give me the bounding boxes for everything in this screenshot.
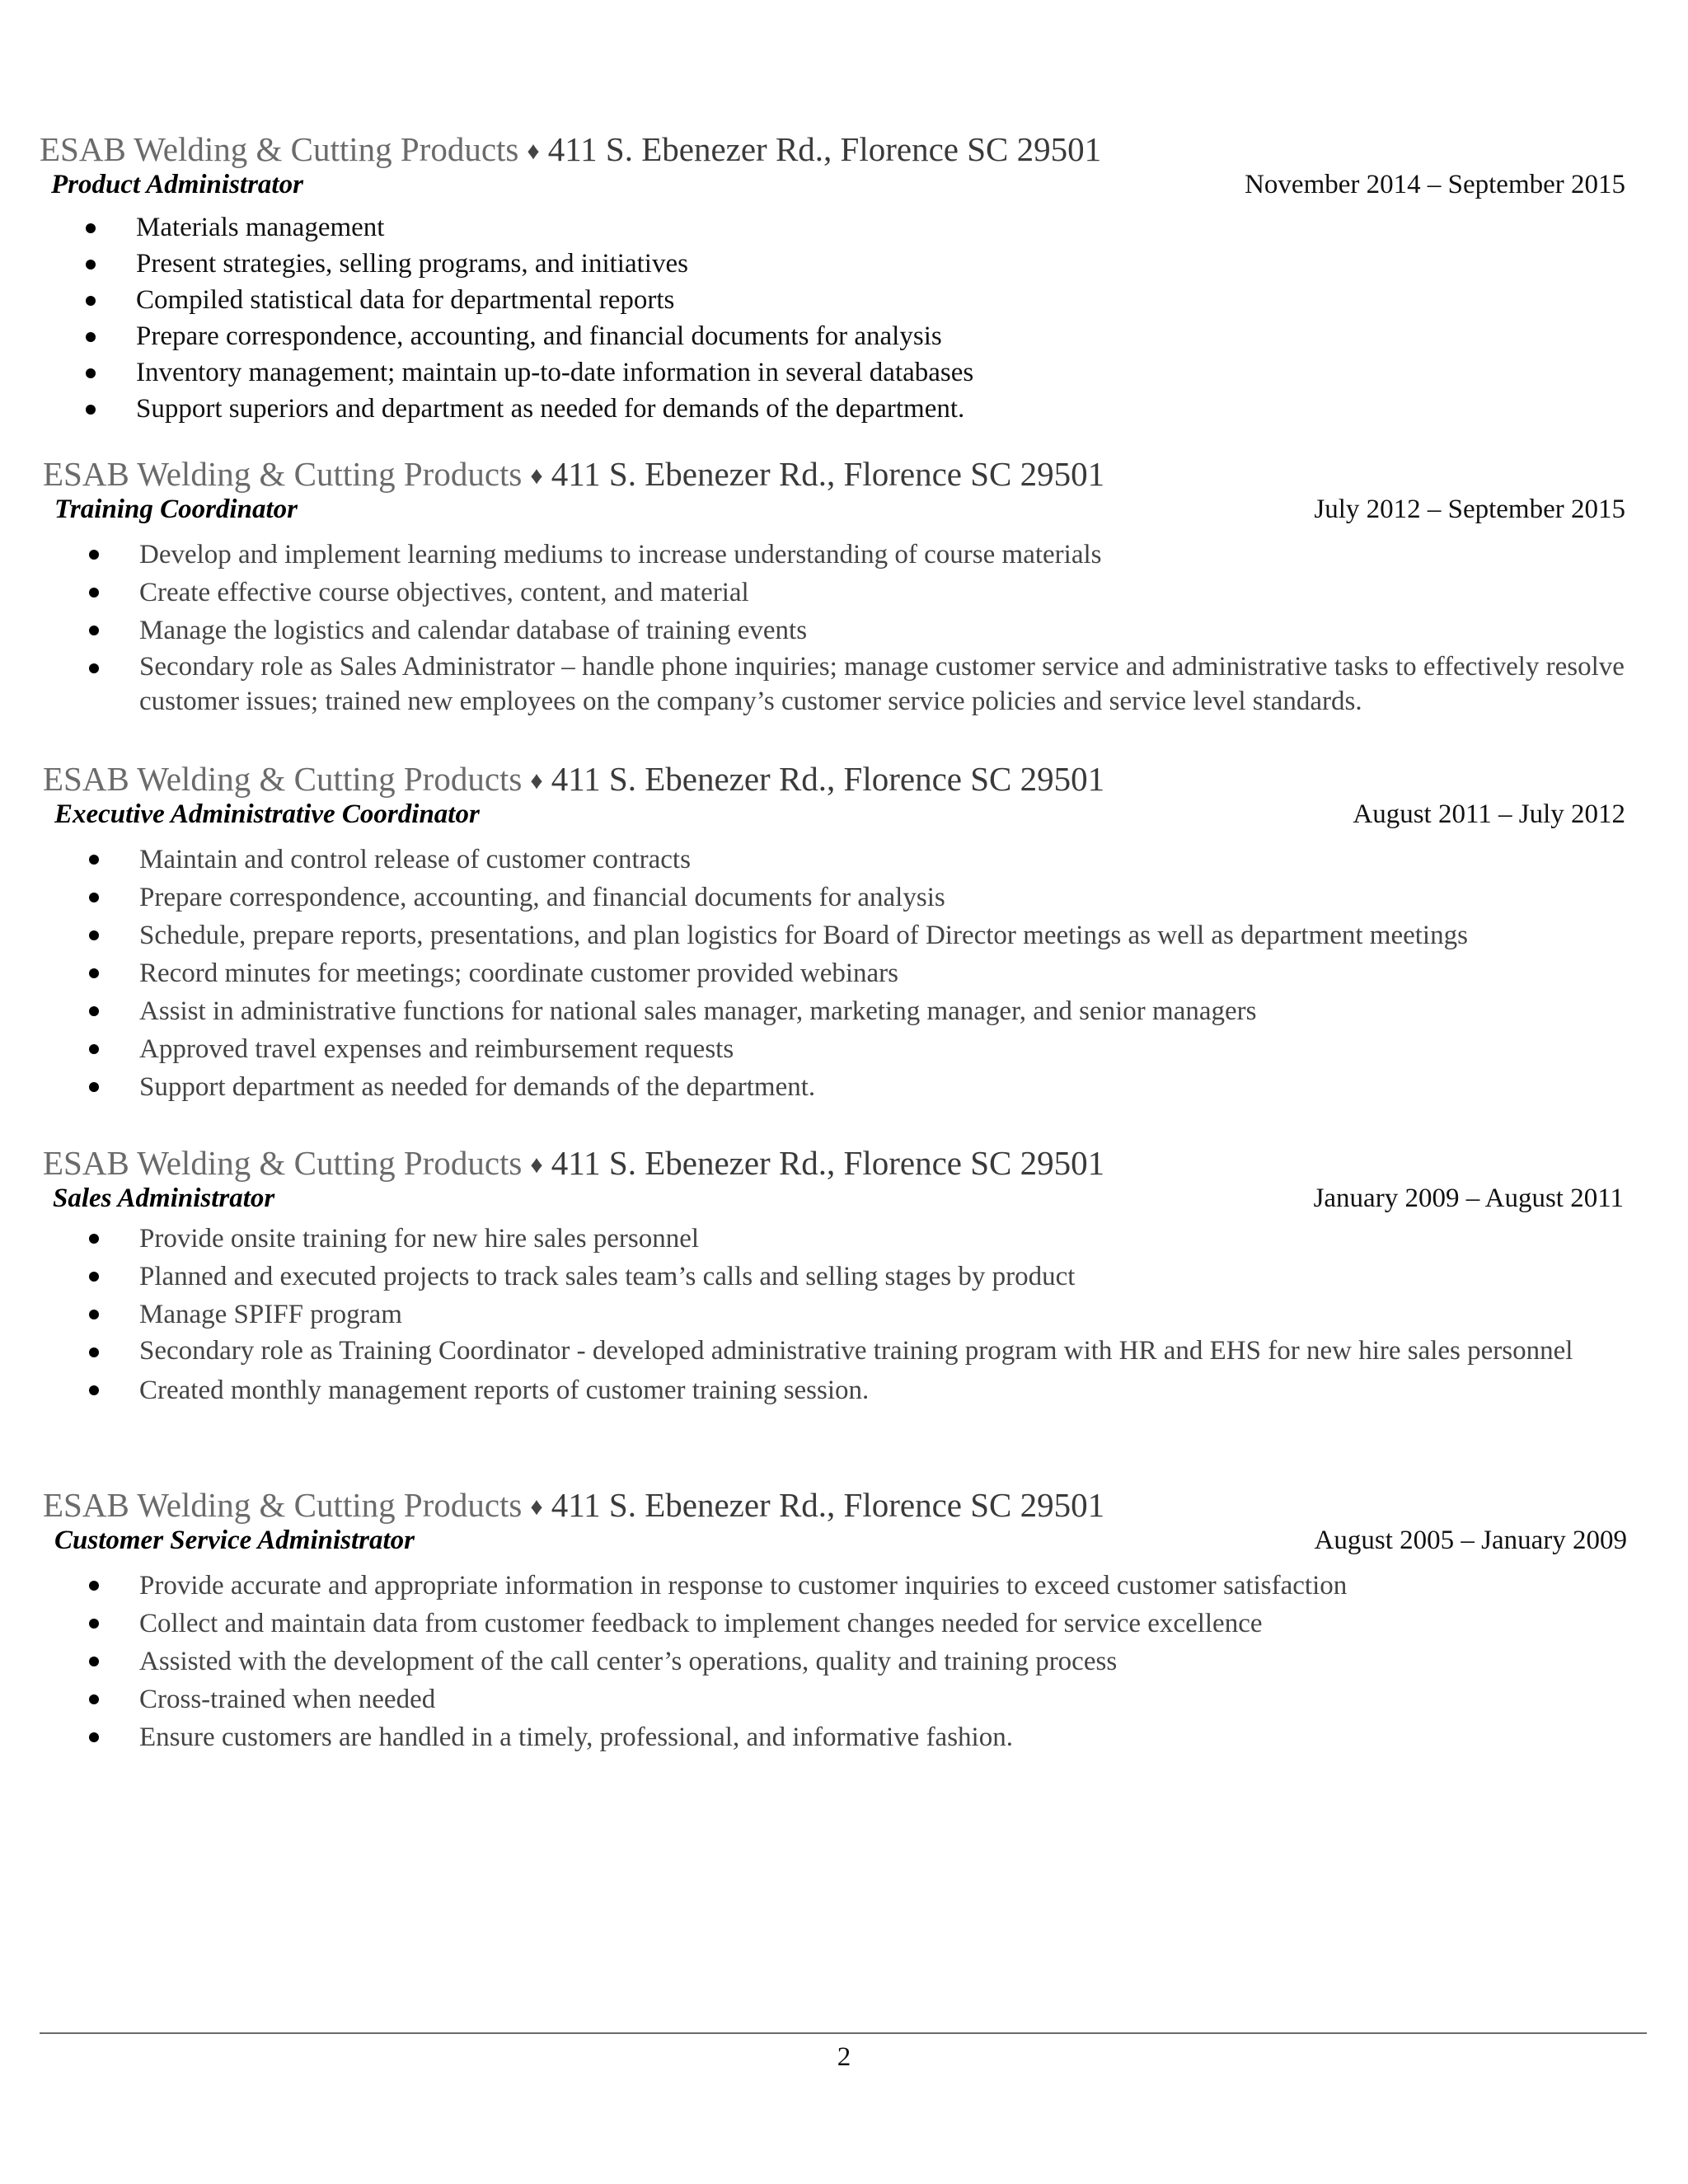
list-item: Ensure customers are handled in a timely, professional, and informative fashion.: [43, 1718, 1650, 1756]
bullet-icon: [86, 296, 96, 306]
list-item: Assisted with the development of the call center’s operations, quality and training process: [43, 1643, 1650, 1680]
list-item: Create effective course objectives, content, and material: [43, 574, 1650, 612]
bullet-icon: [89, 1234, 99, 1244]
diamond-separator-icon: ♦: [530, 1493, 543, 1521]
list-item: Maintain and control release of customer contracts: [43, 841, 1650, 879]
role-row: [40, 168, 1647, 201]
bullet-icon: [89, 1694, 99, 1704]
bullet-icon: [89, 1732, 99, 1742]
bullet-icon: [86, 332, 96, 342]
bullet-icon: [89, 1310, 99, 1319]
footer-divider: [40, 2032, 1647, 2034]
job-title: Customer Service Administrator: [54, 1526, 415, 1555]
job-dates: August 2011 – July 2012: [1353, 799, 1625, 829]
job-title: Sales Administrator: [53, 1183, 275, 1213]
company-name: ESAB Welding & Cutting Products: [43, 1144, 523, 1182]
bullet-icon: [86, 223, 96, 233]
responsibilities-list: [43, 1220, 1650, 1409]
bullet-icon: [89, 1082, 99, 1092]
responsibilities-list: [40, 209, 1647, 427]
responsibilities-list: [43, 1567, 1650, 1756]
bullet-icon: [89, 588, 99, 598]
list-item: Support superiors and department as needed for demands of the department.: [40, 391, 1647, 427]
company-line: [43, 1486, 1650, 1524]
job-entry-customer-service-administrator: [43, 1486, 1650, 1756]
list-item: Collect and maintain data from customer feedback to implement changes needed for service excellence: [43, 1605, 1650, 1643]
responsibilities-list: [43, 841, 1650, 1106]
list-item: Develop and implement learning mediums to increase understanding of course materials: [43, 536, 1650, 574]
job-title: Product Administrator: [51, 170, 303, 199]
company-address: 411 S. Ebenezer Rd., Florence SC 29501: [551, 455, 1105, 493]
diamond-separator-icon: ♦: [530, 1151, 543, 1179]
list-item: Compiled statistical data for departmental reports: [40, 282, 1647, 318]
job-entry-executive-administrative-coordinator: [43, 760, 1650, 1106]
company-address: 411 S. Ebenezer Rd., Florence SC 29501: [547, 130, 1102, 168]
diamond-separator-icon: ♦: [527, 138, 540, 165]
list-item: Present strategies, selling programs, and initiatives: [40, 246, 1647, 282]
list-item: Secondary role as Sales Administrator – handle phone inquiries; manage customer service and administrative tasks to effectively resolve customer issues; trained new employees on the company’s customer service policies and service level standards.: [43, 649, 1650, 719]
bullet-icon: [86, 368, 96, 378]
company-address: 411 S. Ebenezer Rd., Florence SC 29501: [551, 1144, 1105, 1182]
bullet-icon: [89, 930, 99, 940]
company-name: ESAB Welding & Cutting Products: [43, 455, 523, 493]
role-row: [43, 798, 1650, 831]
role-row: [43, 493, 1650, 526]
bullet-icon: [89, 1347, 99, 1357]
responsibilities-list: [43, 536, 1650, 719]
bullet-icon: [89, 1385, 99, 1395]
diamond-separator-icon: ♦: [530, 767, 543, 794]
list-item: Prepare correspondence, accounting, and financial documents for analysis: [43, 879, 1650, 916]
job-dates: January 2009 – August 2011: [1313, 1183, 1624, 1213]
job-title: Executive Administrative Coordinator: [54, 799, 480, 829]
bullet-icon: [89, 1272, 99, 1282]
bullet-icon: [89, 1044, 99, 1054]
bullet-icon: [89, 855, 99, 865]
bullet-icon: [89, 1581, 99, 1591]
company-name: ESAB Welding & Cutting Products: [43, 760, 523, 798]
page-number: 2: [837, 2042, 851, 2072]
list-item: Schedule, prepare reports, presentations, and plan logistics for Board of Director meetings as well as department meetings: [43, 916, 1650, 954]
job-dates: August 2005 – January 2009: [1314, 1526, 1627, 1555]
job-title: Training Coordinator: [54, 494, 298, 524]
list-item: Prepare correspondence, accounting, and financial documents for analysis: [40, 318, 1647, 354]
list-item: Manage SPIFF program: [43, 1296, 1650, 1333]
bullet-icon: [89, 968, 99, 978]
list-item: Support department as needed for demands of the department.: [43, 1068, 1650, 1106]
list-item: Secondary role as Training Coordinator - developed administrative training program with HR and EHS for new hire sales personnel: [43, 1333, 1650, 1368]
bullet-icon: [89, 626, 99, 635]
list-item: Provide accurate and appropriate information in response to customer inquiries to exceed customer satisfaction: [43, 1567, 1650, 1605]
job-entry-sales-administrator: [43, 1144, 1650, 1409]
diamond-separator-icon: ♦: [530, 462, 543, 490]
bullet-icon: [89, 1006, 99, 1016]
list-item: Assist in administrative functions for national sales manager, marketing manager, and senior managers: [43, 992, 1650, 1030]
role-row: [43, 1524, 1650, 1557]
company-line: [43, 1144, 1650, 1182]
bullet-icon: [89, 893, 99, 902]
job-dates: July 2012 – September 2015: [1314, 494, 1625, 524]
list-item: Planned and executed projects to track sales team’s calls and selling stages by product: [43, 1258, 1650, 1296]
company-address: 411 S. Ebenezer Rd., Florence SC 29501: [551, 1486, 1105, 1524]
bullet-icon: [89, 550, 99, 560]
bullet-icon: [89, 1657, 99, 1666]
company-address: 411 S. Ebenezer Rd., Florence SC 29501: [551, 760, 1105, 798]
bullet-icon: [86, 405, 96, 415]
company-line: [43, 760, 1650, 798]
list-item: Created monthly management reports of customer training session.: [43, 1371, 1650, 1409]
list-item: Cross-trained when needed: [43, 1680, 1650, 1718]
list-item: Approved travel expenses and reimbursement requests: [43, 1030, 1650, 1068]
company-name: ESAB Welding & Cutting Products: [43, 1486, 523, 1524]
list-item: Manage the logistics and calendar database of training events: [43, 612, 1650, 649]
company-line: [43, 455, 1650, 493]
job-entry-training-coordinator: [43, 455, 1650, 722]
company-name: ESAB Welding & Cutting Products: [40, 130, 519, 168]
list-item: Inventory management; maintain up-to-date information in several databases: [40, 354, 1647, 391]
job-dates: November 2014 – September 2015: [1245, 170, 1625, 199]
bullet-icon: [89, 663, 99, 673]
company-line: [40, 130, 1647, 168]
bullet-icon: [86, 260, 96, 269]
bullet-icon: [89, 1619, 99, 1629]
role-row: [43, 1182, 1650, 1215]
list-item: Materials management: [40, 209, 1647, 246]
list-item: Record minutes for meetings; coordinate customer provided webinars: [43, 954, 1650, 992]
list-item: Provide onsite training for new hire sales personnel: [43, 1220, 1650, 1258]
job-entry-product-administrator: [40, 130, 1647, 427]
